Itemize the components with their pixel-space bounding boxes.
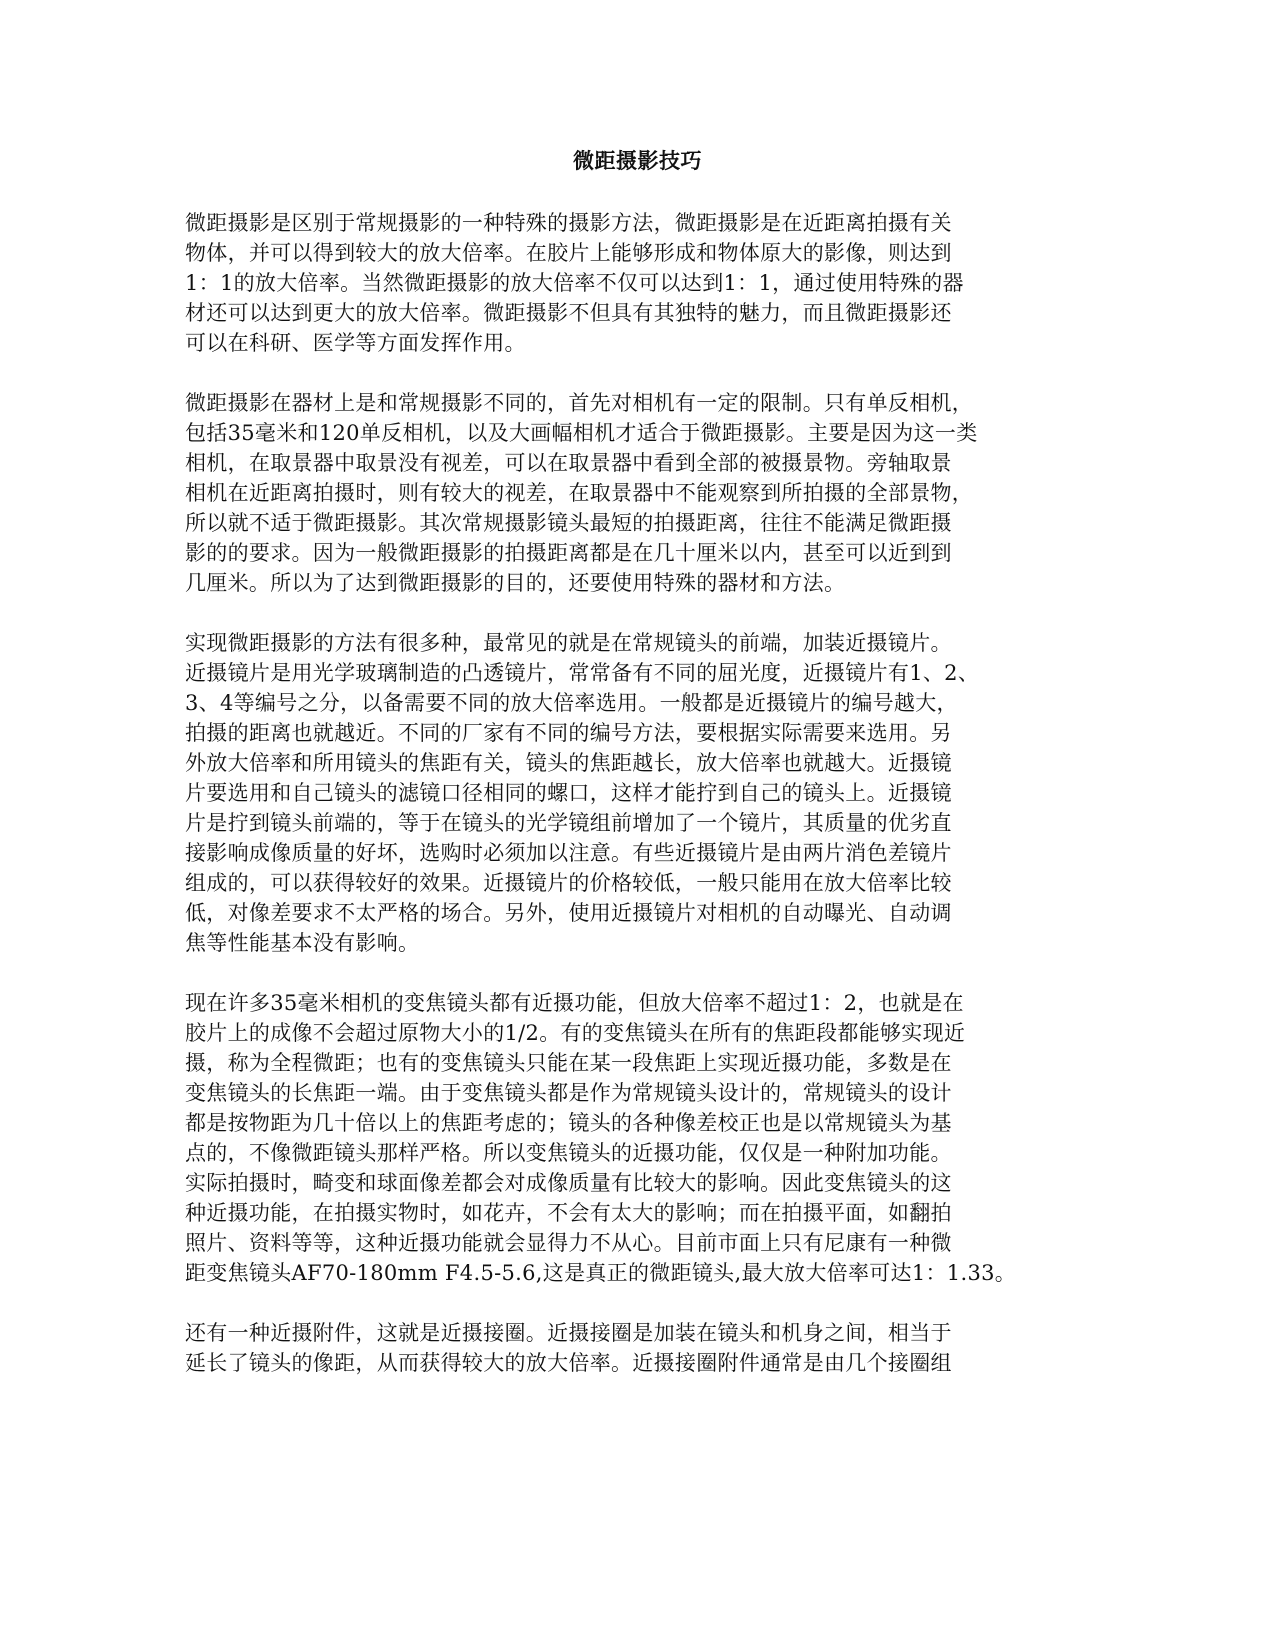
text-line: 延长了镜头的像距，从而获得较大的放大倍率。近摄接圈附件通常是由几个接圈组 [185, 1351, 952, 1375]
text-line: 外放大倍率和所用镜头的焦距有关，镜头的焦距越长，放大倍率也就越大。近摄镜 [185, 751, 952, 775]
text-line: 距变焦镜头AF70-180mm F4.5-5.6,这是真正的微距镜头,最大放大倍率可达1：1.33。 [185, 1261, 1017, 1285]
text-line: 所以就不适于微距摄影。其次常规摄影镜头最短的拍摄距离，往往不能满足微距摄 [185, 511, 952, 535]
paragraph [185, 1318, 1070, 1378]
text-line: 变焦镜头的长焦距一端。由于变焦镜头都是作为常规镜头设计的，常规镜头的设计 [185, 1081, 952, 1105]
text-line: 种近摄功能，在拍摄实物时，如花卉，不会有太大的影响；而在拍摄平面，如翻拍 [185, 1201, 952, 1225]
text-line: 影的的要求。因为一般微距摄影的拍摄距离都是在几十厘米以内，甚至可以近到到 [185, 541, 952, 565]
text-line: 材还可以达到更大的放大倍率。微距摄影不但具有其独特的魅力，而且微距摄影还 [185, 301, 952, 325]
text-line: 片要选用和自己镜头的滤镜口径相同的螺口，这样才能拧到自己的镜头上。近摄镜 [185, 781, 952, 805]
text-line: 还有一种近摄附件，这就是近摄接圈。近摄接圈是加装在镜头和机身之间，相当于 [185, 1321, 952, 1345]
text-line: 都是按物距为几十倍以上的焦距考虑的；镜头的各种像差校正也是以常规镜头为基 [185, 1111, 952, 1135]
paragraph [185, 628, 1070, 958]
text-line: 胶片上的成像不会超过原物大小的1/2。有的变焦镜头在所有的焦距段都能够实现近 [185, 1021, 966, 1045]
text-line: 片是拧到镜头前端的，等于在镜头的光学镜组前增加了一个镜片，其质量的优劣直 [185, 811, 952, 835]
text-line: 近摄镜片是用光学玻璃制造的凸透镜片，常常备有不同的屈光度，近摄镜片有1、2、 [185, 661, 980, 685]
text-line: 拍摄的距离也就越近。不同的厂家有不同的编号方法，要根据实际需要来选用。另 [185, 721, 952, 745]
text-line: 微距摄影在器材上是和常规摄影不同的，首先对相机有一定的限制。只有单反相机， [185, 391, 974, 415]
text-line: 低，对像差要求不太严格的场合。另外，使用近摄镜片对相机的自动曝光、自动调 [185, 901, 952, 925]
text-line: 相机，在取景器中取景没有视差，可以在取景器中看到全部的被摄景物。旁轴取景 [185, 451, 952, 475]
text-line: 焦等性能基本没有影响。 [185, 931, 420, 955]
paragraph [185, 208, 1070, 358]
text-line: 微距摄影是区别于常规摄影的一种特殊的摄影方法，微距摄影是在近距离拍摄有关 [185, 211, 952, 235]
text-line: 1：1的放大倍率。当然微距摄影的放大倍率不仅可以达到1：1，通过使用特殊的器 [185, 271, 964, 295]
text-line: 实际拍摄时，畸变和球面像差都会对成像质量有比较大的影响。因此变焦镜头的这 [185, 1171, 952, 1195]
text-line: 相机在近距离拍摄时，则有较大的视差，在取景器中不能观察到所拍摄的全部景物， [185, 481, 974, 505]
text-line: 物体，并可以得到较大的放大倍率。在胶片上能够形成和物体原大的影像，则达到 [185, 241, 952, 265]
text-line: 3、4等编号之分，以备需要不同的放大倍率选用。一般都是近摄镜片的编号越大， [185, 691, 958, 715]
document-body [185, 208, 1070, 1408]
document-title: 微距摄影技巧 [573, 148, 702, 173]
text-line: 包括35毫米和120单反相机，以及大画幅相机才适合于微距摄影。主要是因为这一类 [185, 421, 978, 445]
text-line: 组成的，可以获得较好的效果。近摄镜片的价格较低，一般只能用在放大倍率比较 [185, 871, 952, 895]
text-line: 照片、资料等等，这种近摄功能就会显得力不从心。目前市面上只有尼康有一种微 [185, 1231, 952, 1255]
text-line: 实现微距摄影的方法有很多种，最常见的就是在常规镜头的前端，加装近摄镜片。 [185, 631, 952, 655]
paragraph [185, 388, 1070, 598]
text-line: 摄，称为全程微距；也有的变焦镜头只能在某一段焦距上实现近摄功能，多数是在 [185, 1051, 952, 1075]
text-line: 点的，不像微距镜头那样严格。所以变焦镜头的近摄功能，仅仅是一种附加功能。 [185, 1141, 952, 1165]
text-line: 接影响成像质量的好坏，选购时必须加以注意。有些近摄镜片是由两片消色差镜片 [185, 841, 952, 865]
text-line: 几厘米。所以为了达到微距摄影的目的，还要使用特殊的器材和方法。 [185, 571, 846, 595]
text-line: 可以在科研、医学等方面发挥作用。 [185, 331, 526, 355]
text-line: 现在许多35毫米相机的变焦镜头都有近摄功能，但放大倍率不超过1：2，也就是在 [185, 991, 964, 1015]
paragraph [185, 988, 1070, 1288]
